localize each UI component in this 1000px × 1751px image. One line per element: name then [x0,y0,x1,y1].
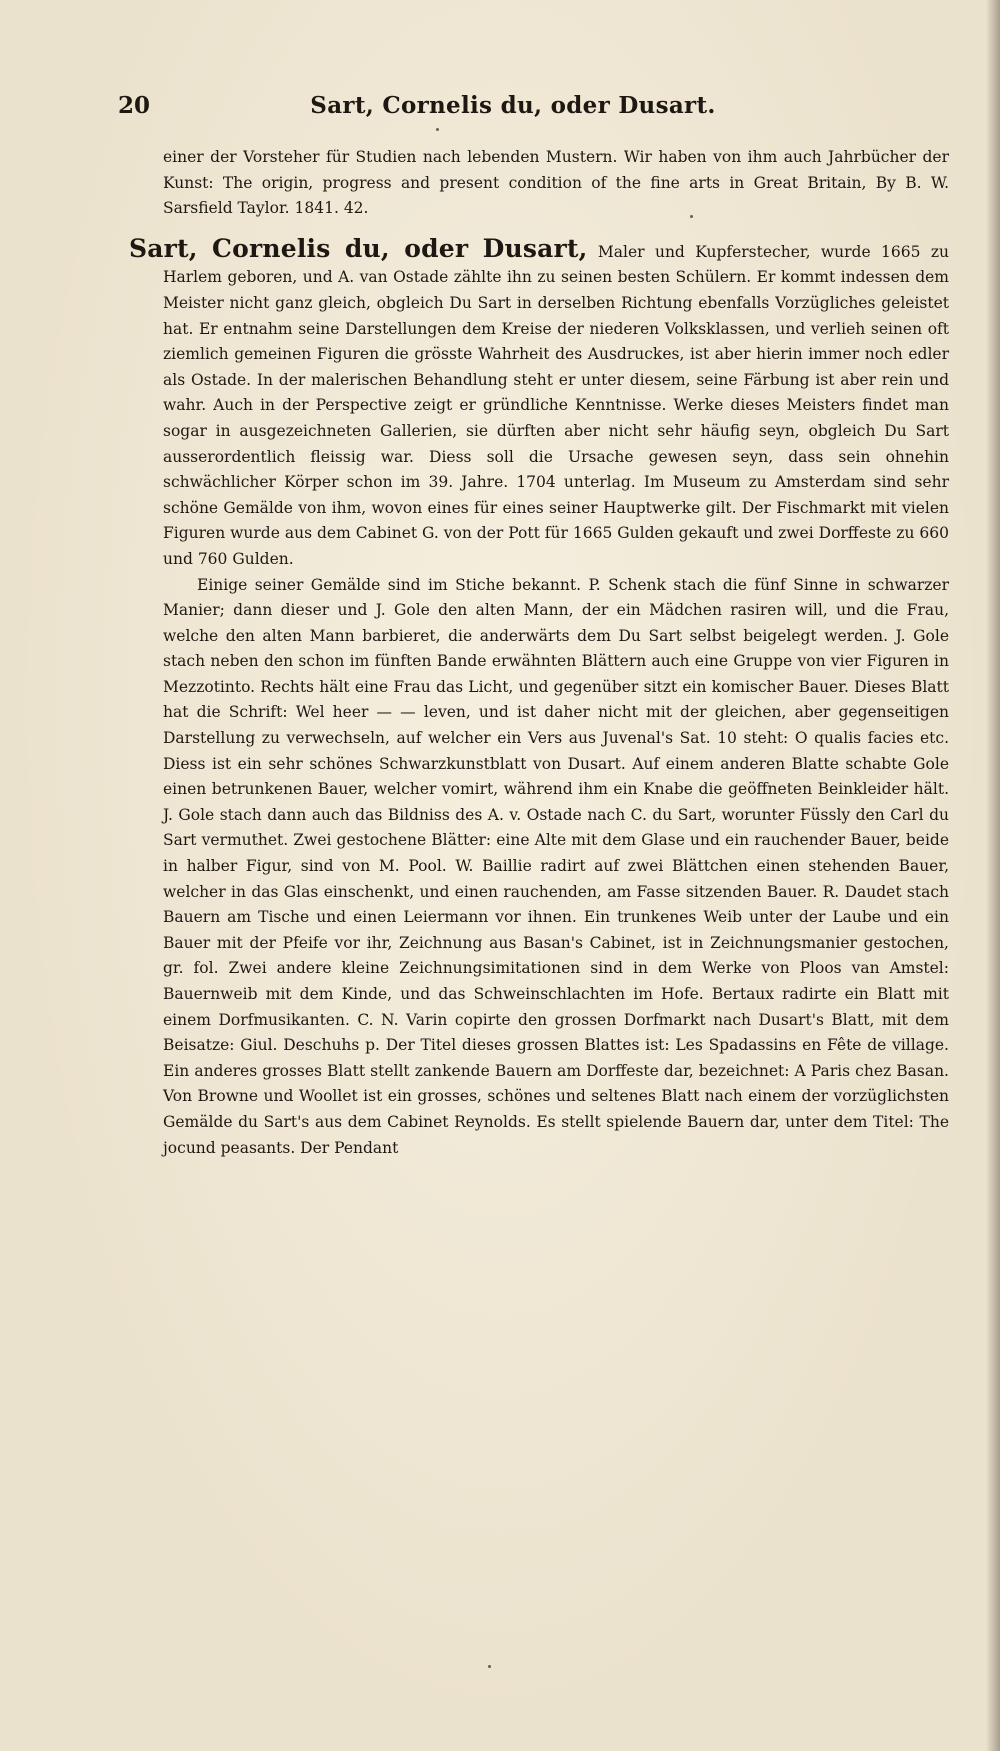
entry-title: Sart, Cornelis du, oder Dusart, [129,233,588,263]
continuation-paragraph: einer der Vorsteher für Studien nach lebenden Mustern. Wir haben von ihm auch Jahrbücher der Kunst: The origin, progress and present condition of the fine arts in Great Britain, By B. W. Sarsfield Taylor. 1841. 42. [163,148,949,218]
paper-speck [436,128,439,131]
page-body [129,145,949,1161]
page-header [118,92,908,128]
entry-paragraph [129,233,949,573]
paper-speck [690,215,693,218]
paper-speck [488,1665,491,1668]
engravings-paragraph: Einige seiner Gemälde sind im Stiche bekannt. P. Schenk stach die fünf Sinne in schwarzer Manier; dann dieser und J. Gole den alten Mann, der ein Mädchen rasiren will, und die Frau, welche den alten Mann barbieret, die anderwärts dem Du Sart selbst beigelegt werden. J. Gole stach neben den schon im fünften Bande erwähnten Blättern auch eine Gruppe von vier Figuren in Mezzotinto. Rechts hält eine Frau das Licht, und gegenüber sitzt ein komischer Bauer. Dieses Blatt hat die Schrift: Wel heer — — leven, und ist daher nicht mit der gleichen, aber gegenseitigen Darstellung zu verwechseln, auf welcher ein Vers aus Juvenal's Sat. 10 steht: O qualis facies etc. Diess ist ein sehr schönes Schwarzkunstblatt von Dusart. Auf einem anderen Blatte schabte Gole einen betrunkenen Bauer, welcher vomirt, während ihm ein Knabe die geöffneten Beinkleider hält. J. Gole stach dann auch das Bildniss des A. v. Ostade nach C. du Sart, worunter Füssly den Carl du Sart vermuthet. Zwei gestochene Blätter: eine Alte mit dem Glase und ein rauchender Bauer, beide in halber Figur, sind von M. Pool. W. Baillie radirt auf zwei Blättchen einen stehenden Bauer, welcher in das Glas einschenkt, und einen rauchenden, am Fasse sitzenden Bauer. R. Daudet stach Bauern am Tische und einen Leiermann vor ihnen. Ein trunkenes Weib unter der Laube und ein Bauer mit der Pfeife vor ihr, Zeichnung aus Basan's Cabinet, ist in Zeichnungsmanier gestochen, gr. fol. Zwei andere kleine Zeichnungsimitationen sind in dem Werke von Ploos van Amstel: Bauernweib mit dem Kinde, und das Schweinschlachten im Hofe. Bertaux radirte ein Blatt mit einem Dorfmusikanten. C. N. Varin copirte den grossen Dorfmarkt nach Dusart's Blatt, mit dem Beisatze: Giul. Deschuhs p. Der Titel dieses grossen Blattes ist: Les Spadassins en Fête de village. Ein anderes grosses Blatt stellt zankende Bauern am Dorffeste dar, bezeichnet: A Paris chez Basan. Von Browne und Woollet ist ein grosses, schönes und seltenes Blatt nach einem der vorzüglichsten Gemälde du Sart's aus dem Cabinet Reynolds. Es stellt spielende Bauern dar, unter dem Titel: The jocund peasants. Der Pendant [163,575,949,1157]
entry-text: Maler und Kupferstecher, wurde 1665 zu Harlem geboren, und A. van Ostade zählte ihn zu seinen besten Schülern. Er kommt indessen dem Meister nicht ganz gleich, obgleich Du Sart in derselben Richtung ebenfalls Vorzügliches geleistet hat. Er entnahm seine Darstellungen dem Kreise der niederen Volksklassen, und verlieh seinen oft ziemlich gemeinen Figuren die grösste Wahrheit des Ausdruckes, ist aber hierin immer noch edler als Ostade. In der malerischen Behandlung steht er unter diesem, seine Färbung ist aber rein und wahr. Auch in der Perspective zeigt er gründliche Kenntnisse. Werke dieses Meisters findet man sogar in ausgezeichneten Gallerien, sie dürften aber nicht sehr häufig seyn, obgleich Du Sart ausserordentlich fleissig war. Diess soll die Ursache gewesen seyn, dass sein ohnehin schwächlicher Körper schon im 39. Jahre. 1704 unterlag. Im Museum zu Amsterdam sind sehr schöne Gemälde von ihm, wovon eines für eines seiner Hauptwerke gilt. Der Fischmarkt mit vielen Figuren wurde aus dem Cabinet G. von der Pott für 1665 Gulden gekauft und zwei Dorffeste zu 660 und 760 Gulden. [163,242,949,568]
page-edge-shadow [986,0,1000,1751]
running-head: Sart, Cornelis du, oder Dusart. [310,92,716,119]
page-number: 20 [118,92,151,119]
